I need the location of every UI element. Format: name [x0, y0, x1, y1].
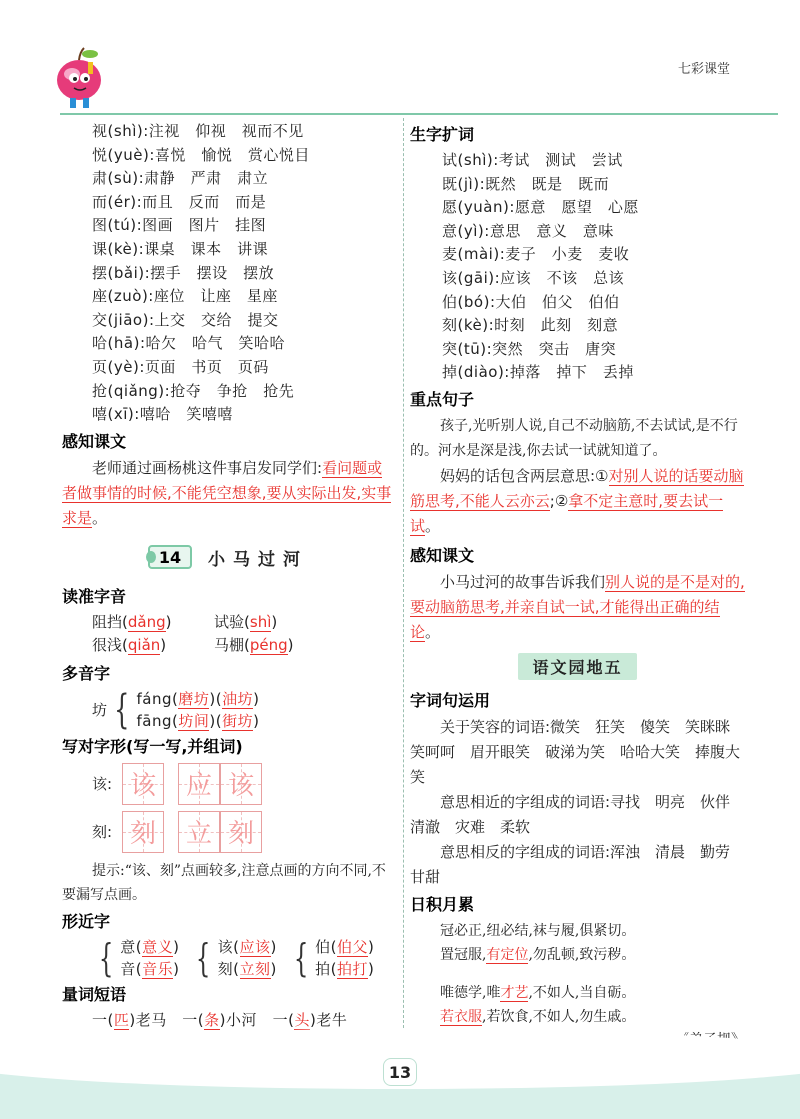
lesson-title — [62, 545, 394, 570]
brace-icon: { — [293, 935, 309, 980]
list-item: 课(kè):课桌 课本 讲课 — [92, 239, 269, 258]
apple-mascot-icon — [50, 42, 108, 110]
writing-grid: 立 — [178, 811, 220, 853]
list-item: 哈(hā):哈欠 哈气 笑哈哈 — [92, 334, 285, 353]
list-item: 悦(yuè):喜悦 愉悦 赏心悦目 — [92, 145, 310, 164]
writing-grid: 应 — [178, 763, 220, 805]
poly-heading: 多音字 — [62, 663, 111, 683]
series-title: 七彩课堂 — [677, 62, 730, 77]
list-item: 图(tú):图画 图片 挂图 — [92, 216, 267, 235]
measure-heading: 量词短语 — [62, 984, 127, 1004]
perceive-text-2: 小马过河的故事告诉我们别人说的是不是对的,要动脑筋思考,并亲自试一试,才能得出正确的结论。 — [410, 572, 745, 641]
usage-p1: 关于笑容的词语:微笑 狂笑 傻笑 笑眯眯 笑呵呵 眉开眼笑 破涕为笑 哈哈大笑 捧腹大笑 — [410, 717, 746, 786]
read-row: 阻挡(dǎng) 试验(shì) — [92, 612, 278, 631]
poem-line: 冠必正,纽必结,袜与履,俱紧切。 — [440, 922, 636, 939]
poem-line: 若衣服,若饮食,不如人,勿生戚。 — [440, 1008, 636, 1025]
list-item: 抢(qiǎng):抢夺 争抢 抢先 — [92, 381, 295, 400]
brace-icon: { — [196, 935, 211, 980]
measure-list: 一(匹)老马 一(条)小河 一(头)老牛 — [62, 1009, 394, 1056]
read-heading: 读准字音 — [62, 586, 127, 606]
list-item: 而(ér):而且 反而 而是 — [92, 192, 267, 211]
expand-heading: 生字扩词 — [410, 125, 475, 144]
left-column — [62, 120, 394, 1056]
right-column — [410, 120, 745, 1049]
key-heading: 重点句子 — [410, 389, 475, 409]
list-item: 麦(mài):麦子 小麦 麦收 — [442, 245, 630, 264]
read-row: 很浅(qiǎn) 马棚(péng) — [92, 635, 294, 654]
list-item: 意(yì):意思 意义 意味 — [442, 221, 614, 240]
writing-grid: 该 — [122, 763, 164, 805]
usage-p3: 意思相反的字组成的词语:浑浊 清晨 勤劳 甘甜 — [410, 842, 746, 886]
list-item: 嘻(xī):嘻哈 笑嘻嘻 — [92, 405, 233, 424]
list-item: 肃(sù):肃静 严肃 肃立 — [92, 169, 269, 188]
list-item: 页(yè):页面 书页 页码 — [92, 357, 269, 376]
polyphone-group: 坊 { fáng(磨坊)(油坊) fāng(坊间)(街坊) — [92, 686, 260, 733]
usage-heading: 字词句运用 — [410, 690, 491, 710]
brace-icon: { — [114, 686, 130, 733]
write-tip: 提示:“该、刻”点画较多,注意点画的方向不同,不要漏写点画。 — [62, 862, 386, 903]
list-item: 既(jì):既然 既是 既而 — [442, 174, 610, 193]
perceive-text: 老师通过画杨桃这件事启发同学们:看问题或者做事情的时候,不能凭空想象,要从实际出发,实事求是。 — [62, 458, 392, 527]
write-row: 刻: 刻 立 刻 — [92, 811, 394, 853]
garden-title: 语文园地五 — [410, 653, 745, 680]
writing-grid: 刻 — [220, 811, 262, 853]
key-quote: 孩子,光听别人说,自己不动脑筋,不去试试,是不行的。河水是深是浅,你去试一试就知道了。 — [410, 417, 738, 459]
list-item: 视(shì):注视 仰视 视而不见 — [92, 122, 304, 140]
list-item: 突(tū):突然 突击 唐突 — [442, 339, 617, 358]
list-item: 交(jiāo):上交 交给 提交 — [92, 310, 279, 329]
brace-icon: { — [98, 935, 114, 980]
perceive-heading: 感知课文 — [62, 431, 127, 451]
header-divider — [60, 113, 778, 115]
perceive-heading-2: 感知课文 — [410, 545, 475, 565]
list-item: 座(zuò):座位 让座 星座 — [92, 287, 278, 306]
list-item: 该(gāi):应该 不该 总该 — [442, 268, 625, 287]
poem-line: 置冠服,有定位,勿乱顿,致污秽。 — [440, 946, 636, 963]
writing-grid: 刻 — [122, 811, 164, 853]
lesson-number: 14 — [148, 545, 192, 569]
list-item: 伯(bó):大伯 伯父 伯伯 — [442, 292, 620, 311]
similar-heading: 形近字 — [62, 911, 111, 931]
lesson-name: 小马过河 — [208, 549, 308, 570]
word-list — [62, 120, 394, 427]
list-item: 掉(diào):掉落 掉下 丢掉 — [442, 363, 634, 382]
list-item: 试(shì):考试 测试 尝试 — [442, 151, 623, 169]
write-heading: 写对字形(写一写,并组词) — [62, 736, 243, 756]
similar-row: { 意(意义) 音(音乐) { 该(应该) 刻(立刻) { 伯(伯父) 拍(拍打) — [98, 935, 375, 980]
key-explain: 妈妈的话包含两层意思:①对别人说的话要动脑筋思考,不能人云亦云;②拿不定主意时,要去试一试。 — [410, 466, 744, 535]
writing-grid: 该 — [220, 763, 262, 805]
list-item: 刻(kè):时刻 此刻 刻意 — [442, 316, 619, 335]
daily-heading: 日积月累 — [410, 894, 475, 914]
column-divider — [403, 118, 404, 1038]
poem-line: 唯德学,唯才艺,不如人,当自砺。 — [440, 984, 636, 1001]
expand-list — [410, 149, 745, 385]
list-item: 摆(bǎi):摆手 摆设 摆放 — [92, 263, 275, 282]
list-item: 愿(yuàn):愿意 愿望 心愿 — [442, 198, 639, 217]
write-row: 该: 该 应 该 — [92, 763, 394, 805]
usage-p2: 意思相近的字组成的词语:寻找 明亮 伙伴 清澈 灾难 柔软 — [410, 792, 746, 836]
page-number: 13 — [383, 1058, 417, 1086]
